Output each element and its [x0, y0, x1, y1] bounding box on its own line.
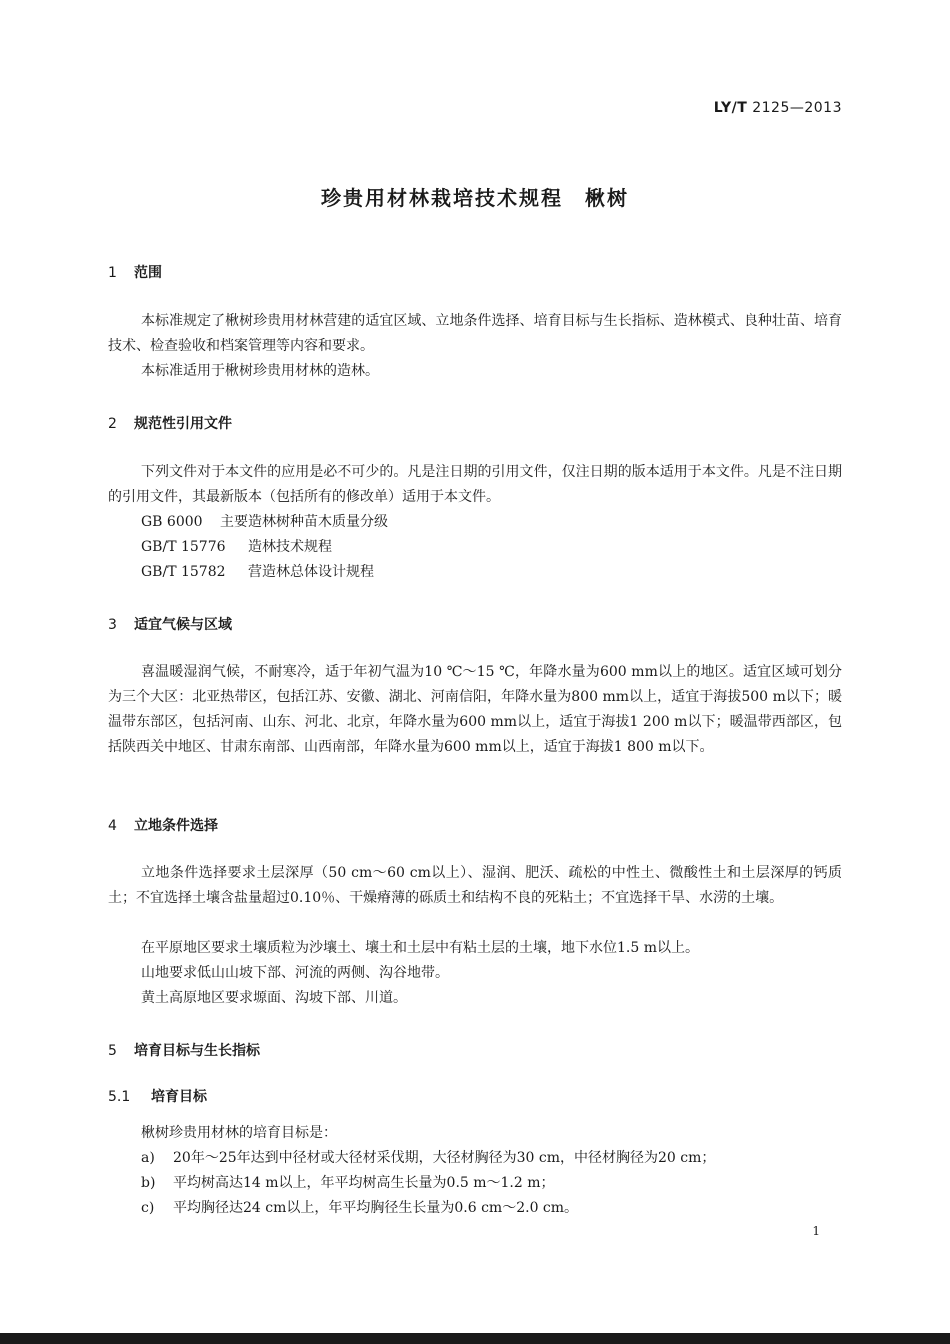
subsection-5-1-heading	[108, 1086, 207, 1106]
section-number: 1	[108, 265, 117, 281]
list-text: 平均胸径达24 cm以上，年平均胸径生长量为0.6 cm～2.0 cm。	[173, 1200, 579, 1216]
section-4-paragraph: 立地条件选择要求土层深厚（50 cm～60 cm以上）、湿润、肥沃、疏松的中性土、微酸性土和土层深厚的钙质土；不宜选择土壤含盐量超过0.10％、干燥瘠薄的砾质土和结构不良的死粘土；不宜选择干旱、水涝的土壤。	[108, 865, 842, 906]
section-title: 规范性引用文件	[134, 416, 232, 432]
section-5-heading	[108, 1040, 260, 1060]
section-1-scope-paragraph: 本标准适用于楸树珍贵用材林的造林。	[141, 363, 379, 379]
list-marker: b)	[141, 1175, 156, 1191]
reference-name: 营造林总体设计规程	[248, 564, 374, 580]
list-text: 平均树高达14 m以上，年平均树高生长量为0.5 m～1.2 m；	[173, 1175, 555, 1191]
section-4-heading	[108, 815, 218, 835]
reference-item	[141, 510, 388, 535]
list-marker: a)	[141, 1150, 155, 1166]
section-number: 5	[108, 1043, 117, 1059]
section-title: 适宜气候与区域	[134, 617, 232, 633]
list-item	[141, 1146, 715, 1171]
section-4-mountain-paragraph: 山地要求低山山坡下部、河流的两侧、沟谷地带。	[141, 965, 449, 981]
subsection-number: 5.1	[108, 1089, 131, 1105]
standard-code-prefix: LY/T	[713, 100, 748, 116]
list-text: 20年～25年达到中径材或大径材采伐期，大径材胸径为30 cm，中径材胸径为20 cm；	[173, 1150, 716, 1166]
section-title: 立地条件选择	[134, 818, 218, 834]
section-2-heading	[108, 413, 232, 433]
section-number: 3	[108, 617, 117, 633]
reference-item	[141, 535, 332, 560]
subsection-5-1-intro: 楸树珍贵用材林的培育目标是：	[141, 1125, 337, 1141]
reference-name: 造林技术规程	[248, 539, 332, 555]
section-2-intro: 下列文件对于本文件的应用是必不可少的。凡是注日期的引用文件，仅注日期的版本适用于本文件。凡是不注日期的引用文件，其最新版本（包括所有的修改单）适用于本文件。	[108, 464, 842, 505]
reference-code: GB 6000	[141, 514, 203, 530]
list-item	[141, 1171, 555, 1196]
reference-name: 主要造林树种苗木质量分级	[220, 514, 388, 530]
section-4-loess-paragraph: 黄土高原地区要求塬面、沟坡下部、川道。	[141, 990, 407, 1006]
section-3-heading	[108, 614, 232, 634]
section-title: 范围	[134, 265, 162, 281]
section-number: 4	[108, 818, 117, 834]
section-3-paragraph: 喜温暖湿润气候，不耐寒冷，适于年初气温为10 ℃～15 ℃，年降水量为600 mm以上的地区。适宜区域可划分为三个大区：北亚热带区，包括江苏、安徽、湖北、河南信阳，年降水量为800 mm以上，适宜于海拔500 m以下；暖温带东部区，包括河南、山东、河北、北京，年降水量为600 mm以上，适宜于海拔1 200 m以下；暖温带西部区，包括陕西关中地区、甘肃东南部、山西南部，年降水量为600 mm以上，适宜于海拔1 800 m以下。	[108, 664, 842, 755]
reference-code: GB/T 15782	[141, 564, 226, 580]
subsection-title: 培育目标	[151, 1089, 207, 1105]
section-number: 2	[108, 416, 117, 432]
page-number: 1	[812, 1224, 820, 1238]
page-bottom-bar	[0, 1333, 950, 1344]
section-1-paragraph: 本标准规定了楸树珍贵用材林营建的适宜区域、立地条件选择、培育目标与生长指标、造林模式、良种壮苗、培育技术、检查验收和档案管理等内容和要求。	[108, 313, 842, 354]
list-item	[141, 1196, 578, 1221]
standard-code	[714, 100, 842, 116]
section-4-plain-paragraph: 在平原地区要求土壤质粒为沙壤土、壤土和土层中有粘土层的土壤，地下水位1.5 m以上。	[141, 940, 699, 956]
list-marker: c)	[141, 1200, 155, 1216]
document-title: 珍贵用材林栽培技术规程 楸树	[321, 186, 629, 210]
reference-code: GB/T 15776	[141, 539, 226, 555]
section-title: 培育目标与生长指标	[134, 1043, 260, 1059]
reference-item	[141, 560, 374, 585]
standard-code-number: 2125—2013	[747, 100, 842, 116]
section-1-heading	[108, 262, 162, 282]
